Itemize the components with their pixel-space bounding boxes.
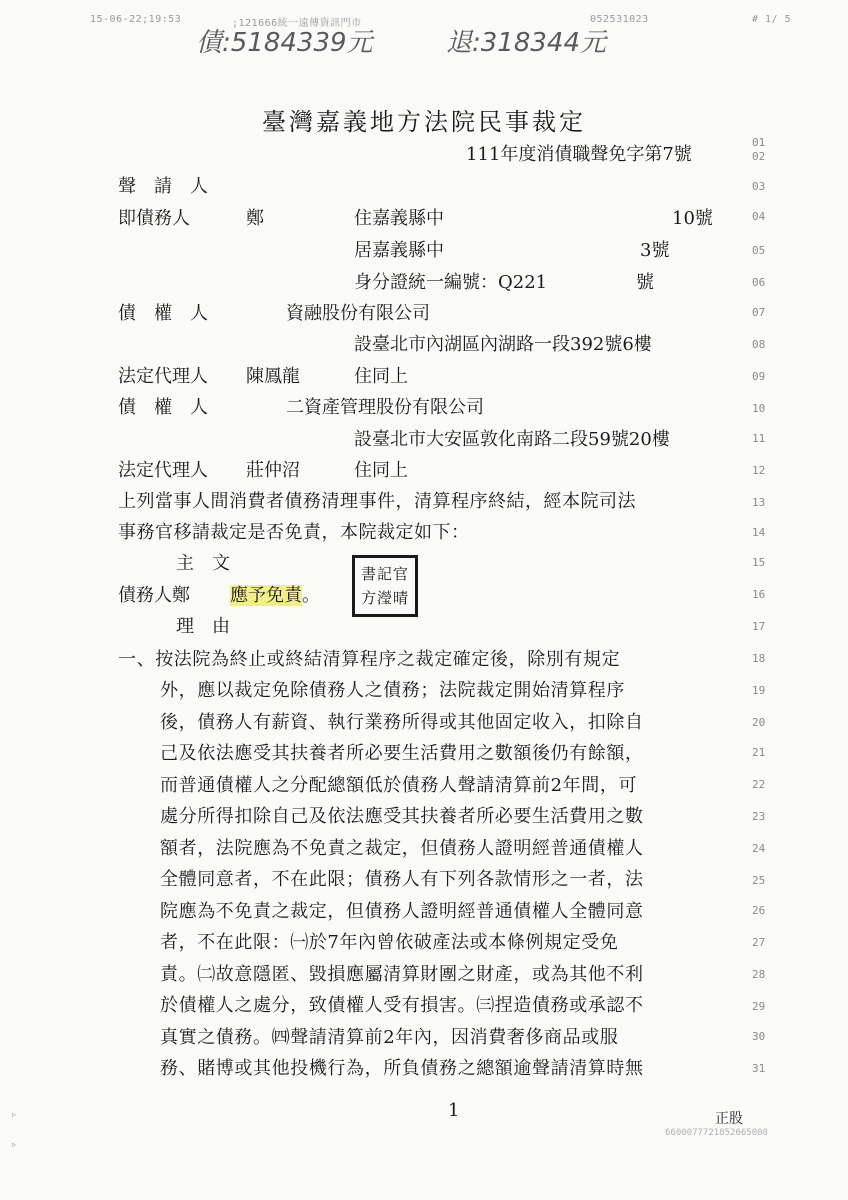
reason-line: 處分所得扣除自己及依法應受其扶養者所必要生活費用之數 bbox=[160, 806, 644, 827]
line-number: 30 bbox=[752, 1030, 766, 1043]
intro-line-1: 上列當事人間消費者債務清理事件，清算程序終結，經本院司法 bbox=[118, 491, 636, 512]
line-number: 14 bbox=[752, 526, 766, 539]
clerk-stamp bbox=[352, 555, 418, 617]
reason-line: 真實之債務。㈣聲請清算前2年內，因消費奢侈商品或服 bbox=[160, 1027, 619, 1048]
reason-line: 者，不在此限：㈠於7年內曾依破產法或本條例規定受免 bbox=[160, 932, 619, 953]
line-number: 22 bbox=[752, 778, 766, 791]
reason-line: 全體同意者，不在此限；債務人有下列各款情形之一者，法 bbox=[160, 869, 644, 890]
line-number: 10 bbox=[752, 402, 766, 415]
line-number: 15 bbox=[752, 556, 766, 569]
line-number: 06 bbox=[752, 276, 766, 289]
line-number: 26 bbox=[752, 904, 766, 917]
fax-timestamp: 15-06-22;19:53 bbox=[90, 14, 182, 25]
ruling-text bbox=[118, 581, 320, 607]
debtor-address-end: 10號 bbox=[672, 208, 713, 229]
label-debtor: 即債務人 bbox=[118, 208, 190, 229]
line-number: 07 bbox=[752, 306, 766, 319]
line-number: 21 bbox=[752, 746, 766, 759]
handwritten-refund-note: 退:318344元 bbox=[446, 28, 607, 58]
creditor-address-1: 設臺北市內湖區內湖路一段392號6樓 bbox=[354, 334, 652, 355]
footer-code: 6600077721852665008 bbox=[665, 1128, 768, 1138]
handwritten-debt-note: 債:5184339元 bbox=[196, 28, 373, 58]
line-number: 19 bbox=[752, 684, 766, 697]
case-number: 111年度消債職聲免字第7號 bbox=[466, 144, 692, 165]
document-title: 臺灣嘉義地方法院民事裁定 bbox=[262, 108, 586, 136]
line-number: 08 bbox=[752, 338, 766, 351]
debtor-address: 住嘉義縣中 bbox=[354, 208, 444, 229]
line-number: 16 bbox=[752, 588, 766, 601]
rep-address-1: 住同上 bbox=[354, 366, 408, 387]
debtor-residence: 居嘉義縣中 bbox=[354, 240, 444, 261]
line-number: 18 bbox=[752, 652, 766, 665]
footer-label: 正股 bbox=[715, 1111, 743, 1127]
section-heading-reasons: 理 由 bbox=[176, 616, 230, 637]
line-number: 04 bbox=[752, 210, 766, 223]
edge-mark: ▹ bbox=[12, 1140, 17, 1149]
line-number: 13 bbox=[752, 496, 766, 509]
intro-line-2: 事務官移請裁定是否免責，本院裁定如下： bbox=[118, 522, 470, 543]
label-rep-1: 法定代理人 bbox=[118, 366, 208, 387]
line-number: 12 bbox=[752, 464, 766, 477]
reason-line: 一、按法院為終止或終結清算程序之裁定確定後，除別有規定 bbox=[118, 649, 621, 670]
debtor-id-end: 號 bbox=[636, 272, 654, 293]
reason-line: 後，債務人有薪資、執行業務所得或其他固定收入，扣除自 bbox=[160, 712, 644, 733]
reason-line: 額者，法院應為不免責之裁定，但債務人證明經普通債權人 bbox=[160, 838, 644, 859]
label-creditor: 債 權 人 bbox=[118, 303, 208, 324]
line-number: 05 bbox=[752, 244, 766, 257]
section-heading-main: 主 文 bbox=[176, 553, 230, 574]
creditor-address-2: 設臺北市大安區敦化南路二段59號20樓 bbox=[354, 429, 670, 450]
stamp-title: 書記官 bbox=[360, 565, 409, 583]
line-number: 20 bbox=[752, 716, 766, 729]
line-number: 03 bbox=[752, 180, 766, 193]
line-number: 17 bbox=[752, 620, 766, 633]
reason-line: 外，應以裁定免除債務人之債務；法院裁定開始清算程序 bbox=[160, 680, 625, 701]
label-rep-2: 法定代理人 bbox=[118, 460, 208, 481]
rep-name-2: 莊仲沼 bbox=[246, 460, 300, 481]
reason-line: 己及依法應受其扶養者所必要生活費用之數額後仍有餘額， bbox=[160, 743, 644, 764]
line-number: 25 bbox=[752, 874, 766, 887]
line-number: 23 bbox=[752, 810, 766, 823]
fax-number: 052531023 bbox=[590, 14, 649, 25]
line-number: 09 bbox=[752, 370, 766, 383]
line-number: 27 bbox=[752, 936, 766, 949]
creditor-name-2: 二資產管理股份有限公司 bbox=[286, 397, 484, 418]
line-number: 01 bbox=[752, 136, 766, 149]
fax-page: # 1/ 5 bbox=[752, 14, 792, 25]
ruling-suffix: 。 bbox=[302, 585, 320, 606]
line-number: 31 bbox=[752, 1062, 766, 1075]
line-number: 28 bbox=[752, 968, 766, 981]
stamp-name: 方瀅晴 bbox=[360, 589, 409, 607]
line-number: 24 bbox=[752, 842, 766, 855]
rep-address-2: 住同上 bbox=[354, 460, 408, 481]
reason-line: 院應為不免責之裁定，但債務人證明經普通債權人全體同意 bbox=[160, 901, 644, 922]
ruling-prefix: 債務人鄭 bbox=[118, 585, 190, 606]
ruling-highlight: 應予免責 bbox=[230, 585, 302, 606]
fax-sender: ;121666統一遠傳資訊門市 bbox=[232, 18, 362, 29]
debtor-id: 身分證統一編號：Q221 bbox=[354, 272, 548, 293]
label-creditor: 債 權 人 bbox=[118, 397, 208, 418]
edge-mark: ▹ bbox=[12, 1110, 17, 1119]
debtor-name: 鄭 bbox=[246, 208, 264, 229]
reason-line: 責。㈡故意隱匿、毀損應屬清算財團之財產，或為其他不利 bbox=[160, 964, 644, 985]
label-applicant: 聲 請 人 bbox=[118, 176, 208, 197]
page-number: 1 bbox=[448, 1100, 460, 1121]
reason-line: 而普通債權人之分配總額低於債務人聲請清算前2年間，可 bbox=[160, 775, 638, 796]
rep-name-1: 陳鳳龍 bbox=[246, 366, 300, 387]
line-number: 02 bbox=[752, 150, 766, 163]
debtor-residence-end: 3號 bbox=[640, 240, 670, 261]
reason-line: 務、賭博或其他投機行為，所負債務之總額逾聲請清算時無 bbox=[160, 1058, 644, 1079]
line-number: 29 bbox=[752, 1000, 766, 1013]
reason-line: 於債權人之處分，致債權人受有損害。㈢捏造債務或承認不 bbox=[160, 995, 644, 1016]
creditor-name-1: 資融股份有限公司 bbox=[286, 303, 430, 324]
line-number: 11 bbox=[752, 432, 766, 445]
